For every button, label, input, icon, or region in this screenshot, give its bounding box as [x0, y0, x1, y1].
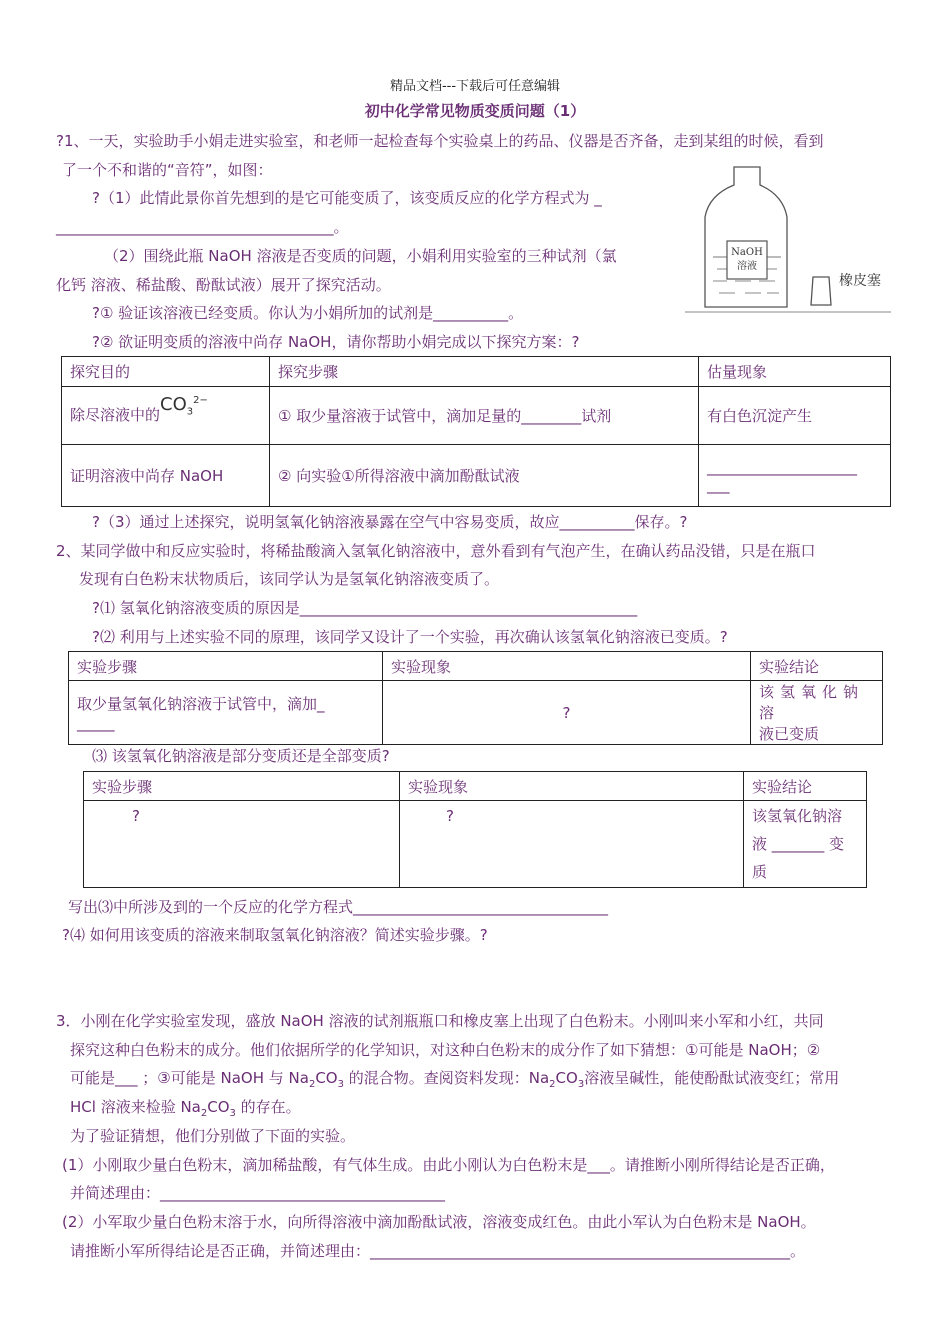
q2-part2: ?⑵ 利用与上述实验不同的原理，该同学又设计了一个实验，再次确认该氢氧化钠溶液已变质。?: [92, 628, 728, 646]
q3-line-2: 探究这种白色粉末的成分。他们依据所学的化学知识，对这种白色粉末的成分作了如下猜想：①可能是 NaOH；②: [70, 1041, 821, 1059]
q3-line-3: 可能是___ ；③可能是 NaOH 与 $Na_2CO_3$ 的混合物。查阅资料发现：$Na_2CO_3$溶液呈碱性，能使酚酞试液变红；常用: [70, 1069, 840, 1090]
carbonate-ion-formula: $CO_3^{2-}$: [160, 393, 208, 418]
q2-table-2: [83, 771, 867, 888]
table-cell-purpose-2: 证明溶液中尚存 NaOH: [62, 445, 270, 507]
page-title: 初中化学常见物质变质问题（1）: [364, 102, 586, 120]
q2-line-2: 发现有白色粉末状物质后，该同学认为是氢氧化钠溶液变质了。: [79, 570, 500, 588]
answer-blank-line-2: ___: [707, 475, 730, 494]
q2-part1: ?⑴ 氢氧化钠溶液变质的原因是_____________________________________________: [92, 599, 638, 617]
q1-part1-line-2: _____________________________________。: [56, 218, 349, 236]
t1-cell-conclusion: 该氢氧化钠溶 液已变质: [751, 681, 883, 745]
t1-header-conclusion: 实验结论: [751, 652, 883, 681]
t2-header-conclusion: 实验结论: [744, 772, 867, 801]
q2-part4: ?⑷ 如何用该变质的溶液来制取氢氧化钠溶液？简述实验步骤。?: [62, 926, 488, 944]
q3-line-5: 为了验证猜想，他们分别做了下面的实验。: [70, 1127, 356, 1145]
t1-cell-phenomenon: ?: [383, 681, 751, 745]
t2-cell-step: ?: [84, 801, 400, 888]
bottle-icon: [683, 165, 893, 315]
page-header: 精品文档---下载后可任意编辑: [389, 79, 561, 94]
table-cell-step-2: ② 向实验①所得溶液中滴加酚酞试液: [270, 445, 699, 507]
q2-part3: ⑶ 该氢氧化钠溶液是部分变质还是全部变质?: [92, 747, 390, 765]
t2-cell-phenomenon: ?: [400, 801, 744, 888]
q1-part1-line-1: ?（1）此情此景你首先想到的是它可能变质了，该变质反应的化学方程式为 _: [92, 189, 602, 207]
table-cell-phenomenon-2: [699, 445, 891, 507]
q1-line-1: ?1、一天，实验助手小娟走进实验室，和老师一起检查每个实验桌上的药品、仪器是否齐备，走到某组的时候，看到: [56, 132, 824, 150]
q3-part1-line-2: 并简述理由：______________________________________: [70, 1184, 446, 1202]
table-cell-purpose-1: [62, 387, 270, 445]
q2-equation-prompt: 写出⑶中所涉及到的一个反应的化学方程式__________________________________: [68, 898, 609, 916]
t1-header-step: 实验步骤: [69, 652, 383, 681]
q2-line-1: 2、某同学做中和反应实验时，将稀盐酸滴入氢氧化钠溶液中，意外看到有气泡产生，在确认药品没错，只是在瓶口: [56, 542, 816, 560]
q3-part2-line-1: (2）小军取少量白色粉末溶于水，向所得溶液中滴加酚酞试液，溶液变成红色。由此小军认为白色粉末是 NaOH。: [62, 1213, 816, 1231]
q1-line-2: 了一个不和谐的“音符”，如图：: [62, 161, 273, 179]
q1-sub-2: ?② 欲证明变质的溶液中尚存 NaOH，请你帮助小娟完成以下探究方案：?: [92, 333, 580, 351]
t1-header-phenomenon: 实验现象: [383, 652, 751, 681]
q1-part2-line-2: 化钙 溶液、稀盐酸、酚酞试液）展开了探究活动。: [56, 276, 391, 294]
q3-line-1: 3．小刚在化学实验室发现，盛放 NaOH 溶液的试剂瓶瓶口和橡皮塞上出现了白色粉末。小刚叫来小军和小红，共同: [56, 1012, 824, 1030]
answer-blank-line-1: ____________________: [707, 457, 857, 476]
q1-part3: ?（3）通过上述探究，说明氢氧化钠溶液暴露在空气中容易变质，故应__________保存。?: [92, 513, 688, 531]
purpose-text: 除尽溶液中的: [70, 405, 161, 424]
table-header-steps: 探究步骤: [270, 357, 699, 387]
table-header-purpose: 探究目的: [62, 357, 270, 387]
q1-sub-1: ?① 验证该溶液已经变质。你认为小娟所加的试剂是__________。: [92, 304, 524, 322]
bottle-label-formula: NaOH: [731, 247, 763, 258]
stopper-label: 橡皮塞: [839, 273, 881, 289]
q3-part1-line-1: (1）小刚取少量白色粉末，滴加稀盐酸，有气体生成。由此小刚认为白色粉末是___。请推断小刚所得结论是否正确，: [62, 1156, 835, 1174]
t2-cell-conclusion: 该氢氧化钠溶 液 _______ 变 质: [744, 801, 867, 888]
q3-line-4: HCl 溶液来检验 $Na_2CO_3$ 的存在。: [70, 1098, 301, 1119]
bottle-label-solution: 溶液: [737, 261, 757, 272]
t2-header-phenomenon: 实验现象: [400, 772, 744, 801]
table-cell-phenomenon-1: 有白色沉淀产生: [699, 387, 891, 445]
table-header-phenomenon: 估量现象: [699, 357, 891, 387]
t2-header-step: 实验步骤: [84, 772, 400, 801]
t1-cell-step: 取少量氢氧化钠溶液于试管中，滴加_ _____: [69, 681, 383, 745]
q3-part2-line-2: 请推断小军所得结论是否正确，并简述理由：________________________________________________________。: [70, 1242, 806, 1260]
q1-plan-table: [61, 356, 891, 507]
table-cell-step-1: ① 取少量溶液于试管中，滴加足量的________试剂: [270, 387, 699, 445]
q2-table-1: [68, 651, 883, 745]
q1-part2-line-1: （2）围绕此瓶 NaOH 溶液是否变质的问题，小娟利用实验室的三种试剂（氯: [104, 247, 617, 265]
naoh-bottle-figure: [683, 165, 893, 315]
